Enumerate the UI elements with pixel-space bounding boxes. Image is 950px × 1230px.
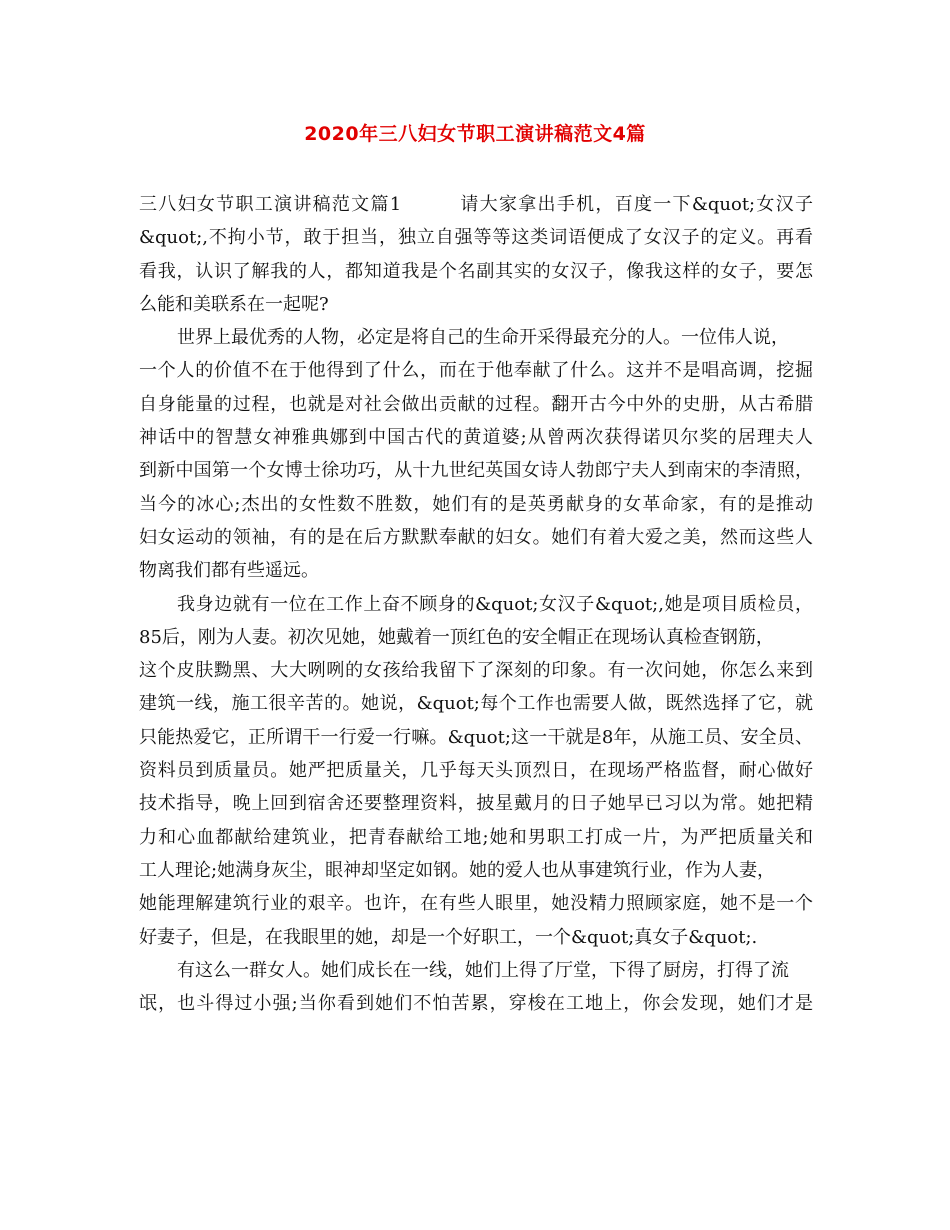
text-line: 她能理解建筑行业的艰辛。也许，在有些人眼里，她没精力照顾家庭，她不是一个	[139, 893, 813, 915]
text-line: &quot;,不拘小节，敢于担当，独立自强等等这类词语便成了女汉子的定义。再看	[139, 227, 813, 249]
text-line: 建筑一线，施工很辛苦的。她说，&quot;每个工作也需要人做，既然选择了它，就	[139, 693, 813, 715]
text-line: 么能和美联系在一起呢?	[139, 293, 329, 315]
text-line: 看我，认识了解我的人，都知道我是个名副其实的女汉子，像我这样的女子，要怎	[139, 260, 813, 282]
text-line: 只能热爱它，正所谓干一行爱一行嘛。&quot;这一干就是8年，从施工员、安全员、	[139, 726, 813, 748]
text-line: 有这么一群女人。她们成长在一线，她们上得了厅堂，下得了厨房，打得了流	[177, 959, 789, 981]
text-line: 一个人的价值不在于他得到了什么，而在于他奉献了什么。这并不是唱高调，挖掘	[139, 360, 813, 382]
text-line: 资料员到质量员。她严把质量关，几乎每天头顶烈日，在现场严格监督，耐心做好	[139, 760, 813, 782]
text-line: 到新中国第一个女博士徐功巧，从十九世纪英国女诗人勃郎宁夫人到南宋的李清照，	[139, 460, 813, 482]
text-line: 工人理论;她满身灰尘，眼神却坚定如钢。她的爱人也从事建筑行业，作为人妻，	[139, 859, 776, 881]
document-title: 2020年三八妇女节职工演讲稿范文4篇	[304, 123, 646, 145]
text-line: 85后，刚为人妻。初次见她，她戴着一顶红色的安全帽正在现场认真检查钢筋，	[139, 626, 774, 648]
text-line: 这个皮肤黝黑、大大咧咧的女孩给我留下了深刻的印象。有一次问她，你怎么来到	[139, 660, 813, 682]
text-line: 当今的冰心;杰出的女性数不胜数，她们有的是英勇献身的女革命家，有的是推动	[139, 493, 813, 515]
text-line: 我身边就有一位在工作上奋不顾身的&quot;女汉子&quot;,她是项目质检员，	[177, 593, 813, 615]
text-line: 妇女运动的领袖，有的是在后方默默奉献的妇女。她们有着大爱之美，然而这些人	[139, 526, 813, 548]
text-line: 技术指导，晚上回到宿舍还要整理资料，披星戴月的日子她早已习以为常。她把精	[139, 793, 813, 815]
text-line: 力和心血都献给建筑业，把青春献给工地;她和男职工打成一片，为严把质量关和	[139, 826, 813, 848]
text-line: 神话中的智慧女神雅典娜到中国古代的黄道婆;从曾两次获得诺贝尔奖的居理夫人	[139, 427, 813, 449]
text-line: 氓，也斗得过小强;当你看到她们不怕苦累，穿梭在工地上，你会发现，她们才是	[139, 993, 813, 1015]
document-body	[139, 188, 813, 1020]
text-line: 世界上最优秀的人物，必定是将自己的生命开采得最充分的人。一位伟人说，	[177, 327, 789, 349]
text-line: 物离我们都有些遥远。	[139, 560, 319, 582]
text-line: 好妻子，但是，在我眼里的她，却是一个好职工，一个&quot;真女子&quot;.	[139, 926, 758, 948]
text-line: 三八妇女节职工演讲稿范文篇1 请大家拿出手机，百度一下&quot;女汉子	[139, 194, 813, 215]
text-line: 自身能量的过程，也就是对社会做出贡献的过程。翻开古今中外的史册，从古希腊	[139, 393, 813, 415]
